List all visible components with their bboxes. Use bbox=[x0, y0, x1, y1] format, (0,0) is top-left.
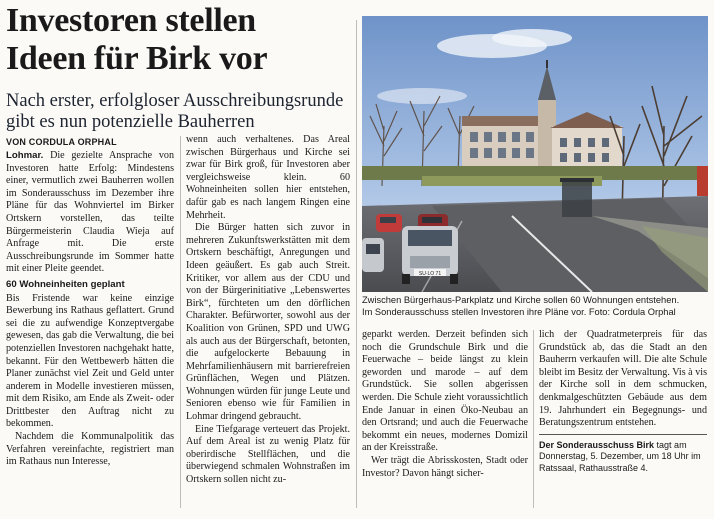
paragraph: wenn auch verhaltenes. Das Areal zwischen Bürgerhaus und Kirche sei zwar für Birk groß, für Investoren aber vergleichsweise klein. 60 Wohneinheiten sollen hier entstehen, dafür gab es nach langem Ringen eine Mehrheit. bbox=[186, 134, 350, 221]
caption-line-2: Im Sonderausschuss stellen Investoren ihre Pläne vor. Foto: Cordula Orphal bbox=[362, 307, 676, 317]
text-column-4 bbox=[539, 329, 707, 475]
license-plate: SU·LO 71 bbox=[418, 271, 442, 277]
paragraph: geparkt werden. Derzeit befinden sich noch die Grundschule Birk und die Feuerwache – beide längst zu klein geworden und marode – auf dem Grundstück. Sie sollen abgerissen werden. Die Schule zieht voraussichtlich Ende Januar in einen Öko-Neubau an den Ortsrand; und auch die Feuerwache bekommt ein neues, modernes Domizil an der Kreisstraße. bbox=[362, 329, 528, 454]
paragraph: Wer trägt die Abrisskosten, Stadt oder Investor? Davon hängt sicher- bbox=[362, 454, 528, 479]
paragraph: lich der Quadratmeterpreis für das Grundstück ab, das die Stadt an den Bauherrn verkaufen will. Die alte Schule bleibt im Besitz der Verwaltung. Vis à vis der Kirche soll in dem schmucken, denkmalgeschützten Gebäude aus dem 19. Jahrhundert ein Begegnungs- und Beratungszentrum entstehen. bbox=[539, 329, 707, 429]
byline: VON CORDULA ORPHAL bbox=[6, 137, 117, 147]
photo-caption bbox=[362, 294, 708, 318]
notice-text: tagt am Donnerstag, 5. Dezember, um 18 Uhr im Ratssaal, Rathausstraße 4. bbox=[539, 439, 701, 473]
text-column-3 bbox=[362, 329, 528, 480]
paragraph: Bis Fristende war keine einzige Bewerbung ins Rathaus geflattert. Grund sei die zu aufwendige Konzeptvergabe gewesen, das gab die Verwaltung, die bei potenziellen Investoren nachgehakt hatte, bekannt. Für den Wettbewerb hätten die Planer zunächst viel Zeit und Geld unter anderem in Modelle investieren müssen, mit dem Risiko, am Ende als Zweit- oder Drittbester den Auftrag nicht zu bekommen. bbox=[6, 292, 174, 430]
caption-line-1: Zwischen Bürgerhaus-Parkplatz und Kirche sollen 60 Wohnungen entstehen. bbox=[362, 295, 680, 305]
text-column-2 bbox=[186, 134, 350, 487]
column-divider bbox=[356, 20, 357, 508]
column-divider bbox=[533, 330, 534, 508]
subhead-line-2: gibt es nun potenzielle Bauherren bbox=[6, 112, 255, 132]
subhead-line-1: Nach erster, erfolgloser Ausschreibungsrunde bbox=[6, 91, 344, 111]
article-subheadline bbox=[6, 91, 361, 133]
text-column-1 bbox=[6, 150, 174, 469]
article-photo bbox=[362, 16, 708, 292]
paragraph: Nachdem die Kommunalpolitik das Verfahren vereinfachte, registriert man im Rathaus nun Interesse, bbox=[6, 431, 174, 468]
paragraph: Eine Tiefgarage verteuert das Projekt. Auf dem Areal ist zu wenig Platz für oberirdische Stellflächen, und die überwiegend schmalen Wohnstraßen im Ortskern sollen nicht zu- bbox=[186, 423, 350, 486]
column-divider bbox=[180, 136, 181, 508]
paragraph-text: Die gezielte Ansprache von Investoren hatte Erfolg: Mindestens einer, vermutlich zwei Bauherren wollen im Sonderausschuss im Dezember ihre Pläne für das Wohnviertel im Birker Ortskern vorstellen, das teilte Bürgermeisterin Claudia Wieja auf Anfrage mit. Die erste Ausschreibungsrunde im Sommer hatte mit einer Pleite geendet. bbox=[6, 150, 174, 275]
article-headline bbox=[6, 2, 356, 78]
paragraph bbox=[6, 150, 174, 276]
notice-bold: Der Sonderausschuss Birk bbox=[539, 439, 655, 450]
paragraph: Die Bürger hatten sich zuvor in mehreren Zukunftswerkstätten mit dem Ortskern beschäftigt, Anregungen und Ideen geäußert. Es gab auch Streit. Kritiker, vor allem aus der CDU und von der Bürgerinitiative „Lebenswertes Birk“, fürchteten um den dörflichen Charakter. Befürworter, sowohl aus der Koalition von Grünen, SPD und UWG als auch aus der Bürgerschaft, betonten, die aufgelockerte Bebauung in Mehrfamilienhäusern mit barrierefreien Grünflächen, Wegen und Plätzen. Wohnungen würden für junge Leute und Senioren ebenso wie für Familien in Lohmar dringend gebraucht. bbox=[186, 222, 350, 423]
notice-divider bbox=[539, 434, 707, 435]
headline-line-2: Ideen für Birk vor bbox=[6, 40, 268, 77]
dateline: Lohmar. bbox=[6, 150, 44, 161]
section-heading: 60 Wohneinheiten geplant bbox=[6, 278, 125, 290]
headline-line-1: Investoren stellen bbox=[6, 2, 256, 39]
meeting-notice bbox=[539, 440, 707, 475]
church-parking-lot-photo bbox=[362, 16, 708, 292]
